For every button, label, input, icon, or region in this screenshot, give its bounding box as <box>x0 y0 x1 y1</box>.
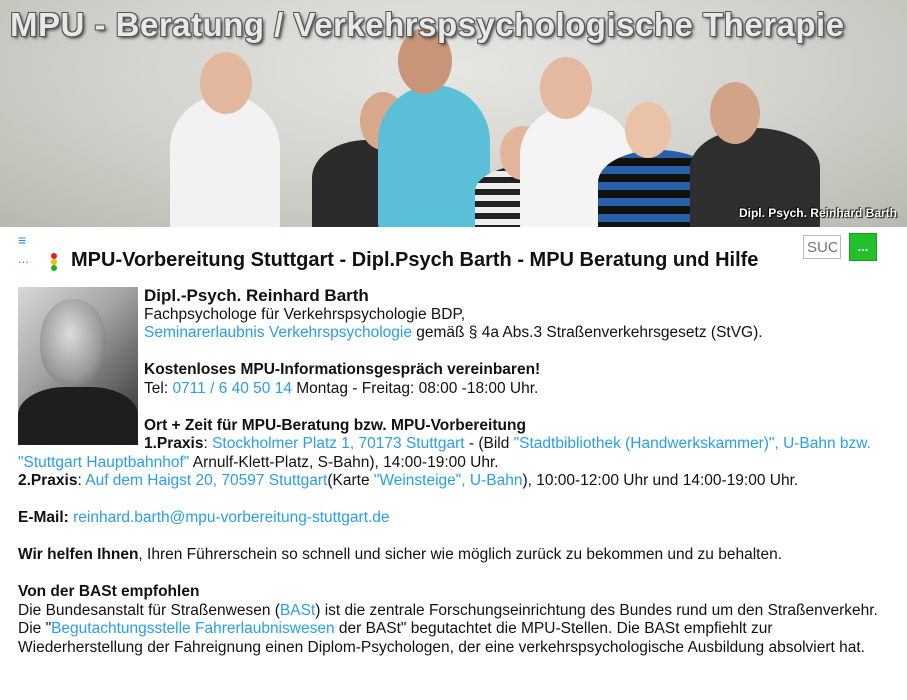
praxis-1-label: 1.Praxis <box>144 435 204 452</box>
praxis-2: 2.Praxis: Auf dem Haigst 20, 70597 Stuttgart(Karte "Weinsteige", U-Bahn), 10:00-12:00 Uhr und 14:00-19:00 Uhr. <box>18 472 799 489</box>
praxis-1: 1.Praxis: Stockholmer Platz 1, 70173 Stuttgart - (Bild "Stadtbibliothek (Handwerkskammer)", U-Bahn bzw. "Stuttgart Hauptbahnhof" Arnulf-Klett-Platz, S-Bahn), 14:00-19:00 Uhr. <box>18 435 871 471</box>
spacer <box>18 491 898 510</box>
banner-person-head <box>625 102 671 158</box>
praxis-2-mid: (Karte <box>327 472 374 489</box>
spacer <box>18 398 898 417</box>
begutachtungsstelle-link[interactable]: Begutachtungsstelle Fahrerlaubniswesen <box>51 620 335 637</box>
spacer <box>18 565 898 584</box>
help-rest: , Ihren Führerschein so schnell und sicher wie möglich zurück zu bekommen und zu behalten. <box>138 546 783 563</box>
praxis-2-address-link[interactable]: Auf dem Haigst 20, 70597 Stuttgart <box>85 472 328 489</box>
office-hours: Montag - Freitag: 08:00 -18:00 Uhr. <box>291 379 539 397</box>
license-link[interactable]: Seminarerlaubnis Verkehrspsychologie <box>144 324 412 341</box>
hamburger-menu-icon[interactable]: ≡ <box>18 232 27 248</box>
banner-person-head <box>540 57 592 119</box>
banner-person-head <box>200 52 252 114</box>
consultation-heading: Kostenloses MPU-Informationsgespräch vereinbaren! <box>144 361 541 378</box>
locations-heading: Ort + Zeit für MPU-Beratung bzw. MPU-Vorbereitung <box>144 416 526 434</box>
spacer <box>18 528 898 547</box>
more-icon[interactable]: ... <box>18 251 29 266</box>
profile-role-text: Fachpsychologe für Verkehrspsychologie BDP, <box>144 305 466 323</box>
spacer <box>18 343 898 362</box>
profile-name: Dipl.-Psych. Reinhard Barth <box>144 286 369 305</box>
help-text <box>18 546 898 565</box>
praxis-2-label: 2.Praxis <box>18 472 78 489</box>
help-bold: Wir helfen Ihnen <box>18 546 139 563</box>
license-text: gemäß § 4a Abs.3 Straßenverkehrsgesetz (StVG). <box>411 324 763 341</box>
search-button[interactable]: ... <box>849 233 877 261</box>
banner-person <box>170 95 280 227</box>
phone-link[interactable]: 0711 / 6 40 50 14 <box>172 379 292 397</box>
profile-role <box>18 306 898 325</box>
bast-text <box>18 602 898 658</box>
praxis-1-image-link[interactable]: "Stadtbibliothek (Handwerkskammer)", U-Bahn bzw. "Stuttgart Hauptbahnhof" <box>18 435 871 471</box>
traffic-light-icon <box>50 253 58 271</box>
banner-person <box>378 85 490 227</box>
portrait-photo <box>18 287 138 445</box>
bast-link[interactable]: BASt <box>279 601 316 619</box>
consultation-phone <box>18 380 898 399</box>
praxis-1-address-link[interactable]: Stockholmer Platz 1, 70173 Stuttgart <box>212 435 465 452</box>
bast-text-3: der BASt" begutachtet die MPU-Stellen. Die BASt empfiehlt zur Wiederherstellung der Fahreignung einen Diplom-Psychologen, der eine verkehrspsychologische Ausbildung absolviert hat. <box>18 620 865 656</box>
email-link[interactable]: reinhard.barth@mpu-vorbereitung-stuttgart.de <box>73 509 390 526</box>
header-banner <box>0 0 907 227</box>
banner-caption: Dipl. Psych. Reinhard Barth <box>738 206 897 220</box>
portrait-head <box>40 299 106 385</box>
banner-person-head <box>710 82 760 144</box>
praxis-1-mid: - (Bild <box>464 435 514 452</box>
main-content <box>0 279 898 657</box>
email-label: E-Mail: <box>18 509 69 526</box>
banner-title: MPU - Beratung / Verkehrspsychologische Therapie <box>10 6 845 43</box>
praxis-1-tail: Arnulf-Klett-Platz, S-Bahn), 14:00-19:00 Uhr. <box>189 453 499 471</box>
profile-license <box>18 324 898 343</box>
title-bar <box>0 227 907 279</box>
praxis-2-map-link[interactable]: "Weinsteige", U-Bahn <box>373 472 523 489</box>
phone-label: Tel: <box>144 379 173 397</box>
page-title: MPU-Vorbereitung Stuttgart - Dipl.Psych Barth - MPU Beratung und Hilfe <box>71 249 759 271</box>
bast-text-1: Die Bundesanstalt für Straßenwesen ( <box>18 601 280 619</box>
bast-text-2: ) ist die zentrale Forschungseinrichtung des Bundes rund um den Straßenverkehr. Die " <box>18 601 878 637</box>
bast-heading: Von der BASt empfohlen <box>18 583 200 600</box>
contact-email <box>18 509 898 528</box>
search-input[interactable] <box>803 235 841 259</box>
praxis-2-tail: ), 10:00-12:00 Uhr und 14:00-19:00 Uhr. <box>522 472 799 489</box>
portrait-body <box>18 387 138 445</box>
